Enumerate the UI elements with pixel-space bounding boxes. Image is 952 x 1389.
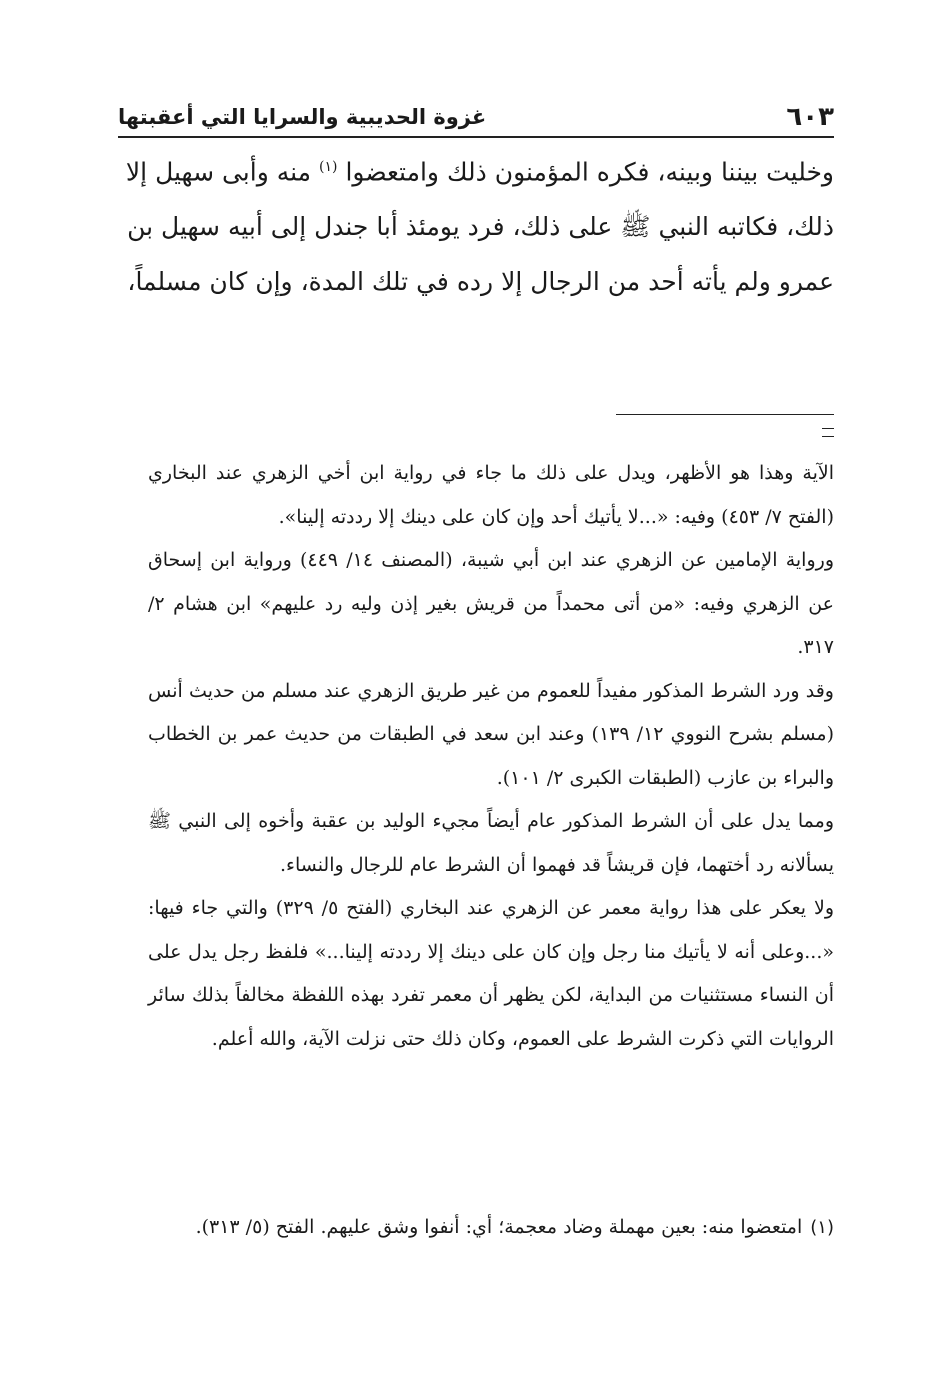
main-text — [118, 140, 834, 309]
main-line-1-end: منه وأبى سهيل إلا — [125, 157, 312, 187]
main-line-1-start: وخليت بيننا وبينه، فكره المؤمنون ذلك وامتعضوا — [345, 157, 834, 187]
footnote-paragraph-4: ومما يدل على أن الشرط المذكور عام أيضاً مجيء الوليد بن عقبة وأخوه إلى النبي ﷺ يسألانه رد أختهما، فإن قريشاً قد فهموا أن الشرط عام للرجال والنساء. — [148, 810, 834, 876]
running-title: غزوة الحديبية والسرايا التي أعقبتها — [118, 105, 487, 129]
main-line-1 — [118, 140, 834, 199]
footnote-1 — [118, 1206, 834, 1249]
main-line-3: عمرو ولم يأته أحد من الرجال إلا رده في تلك المدة، وإن كان مسلماً، — [127, 267, 834, 297]
footnote-1-number: (١) — [810, 1217, 834, 1238]
main-line-2: ذلك، فكاتبه النبي ﷺ على ذلك، فرد يومئذ أبا جندل إلى أبيه سهيل بن — [127, 212, 834, 242]
continuation-mark — [822, 428, 834, 437]
footnote-1-text: امتعضوا منه: بعين مهملة وضاد معجمة؛ أي: أنفوا وشق عليهم. الفتح (٥/ ٣١٣). — [195, 1216, 803, 1238]
footnote-reference: (١) — [319, 159, 338, 175]
footnote-paragraph-1: الآية وهذا هو الأظهر، ويدل على ذلك ما جاء في رواية ابن أخي الزهري عند البخاري (الفتح ٧/ ٤٥٣) وفيه: «...لا يأتيك أحد وإن كان على دينك إلا رددته إلينا». — [148, 462, 834, 528]
footnote-paragraph-2: ورواية الإمامين عن الزهري عند ابن أبي شيبة، (المصنف ١٤/ ٤٤٩) ورواية ابن إسحاق عن الزهري وفيه: «من أتى محمداً من قريش بغير إذن وليه رد عليهم» ابن هشام ٢/ ٣١٧. — [148, 549, 834, 658]
footnotes-continued — [148, 452, 834, 1061]
footnote-paragraph-3: وقد ورد الشرط المذكور مفيداً للعموم من غير طريق الزهري عند مسلم من حديث أنس (مسلم بشرح النووي ١٢/ ١٣٩) وعند ابن سعد في الطبقات من حديث عمر بن الخطاب والبراء بن عازب (الطبقات الكبرى ٢/ ١٠١). — [148, 679, 834, 789]
page-header — [118, 92, 834, 138]
footnote-paragraph-5: ولا يعكر على هذا رواية معمر عن الزهري عند البخاري (الفتح ٥/ ٣٢٩) والتي جاء فيها: «...وعلى أنه لا يأتيك منا رجل وإن كان على دينك إلا رددته إلينا...» فلفظ رجل يدل على أن النساء مستثنيات من البداية، لكن يظهر أن معمر تفرد بهذه اللفظة مخالفاً بذلك سائر الروايات التي ذكرت الشرط على العموم، وكان ذلك حتى نزلت الآية، والله أعلم. — [148, 897, 834, 1050]
footnote-divider — [616, 414, 834, 415]
page-number: ٦٠٣ — [786, 102, 834, 132]
